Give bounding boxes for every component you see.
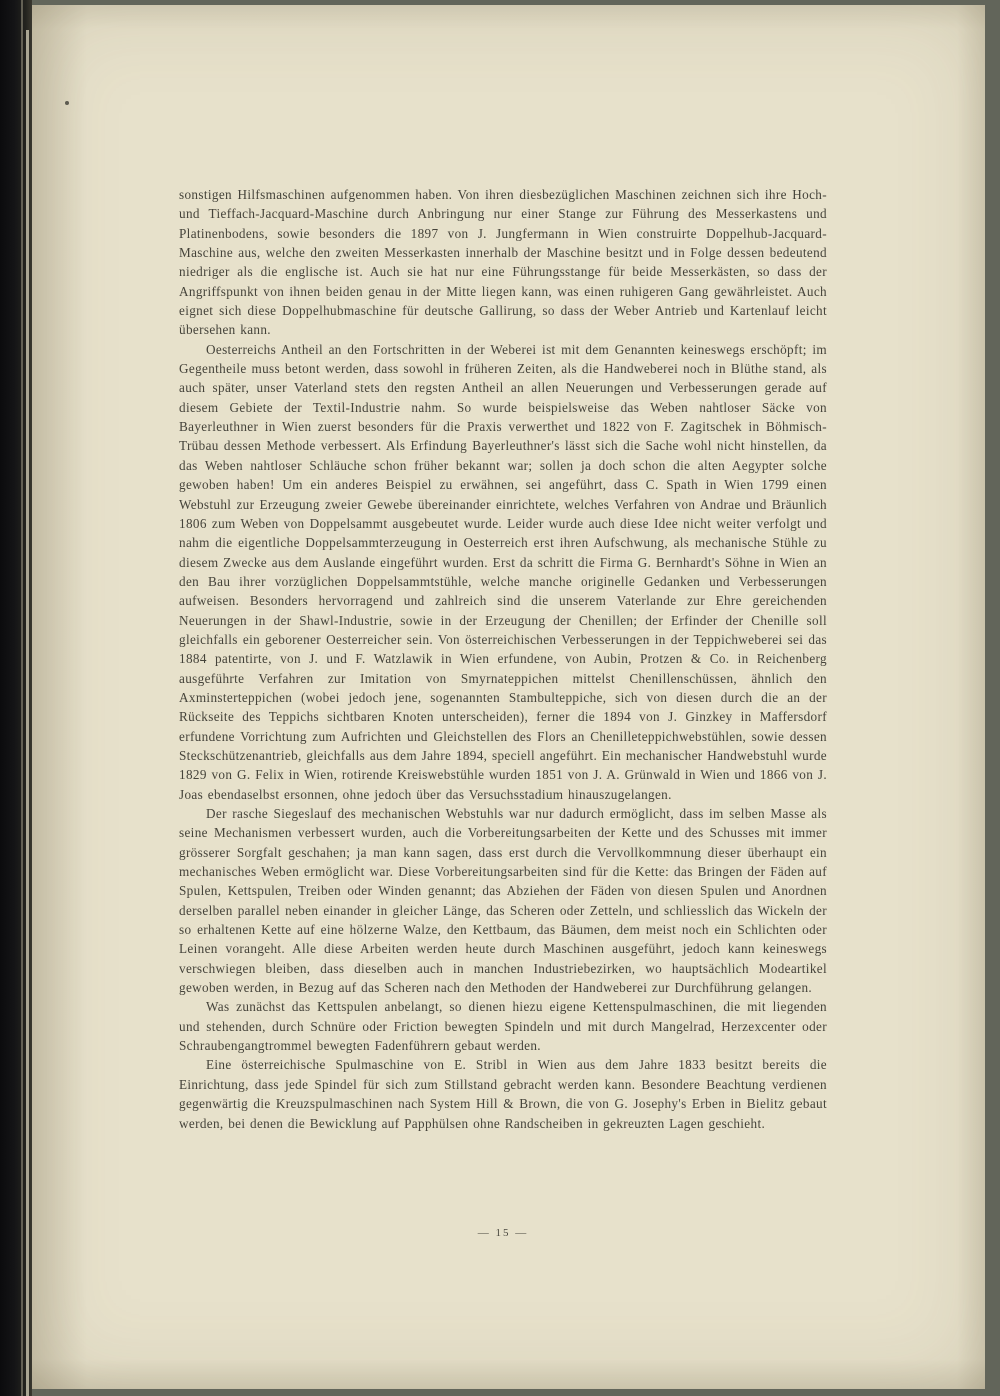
paragraph: Der rasche Siegeslauf des mechanischen Webstuhls war nur dadurch ermöglicht, dass im selben Masse als seine Mechanismen verbessert wurden, auch die Vorbereitungsarbeiten der Kette und des Schusses mit immer grösserer Sorgfalt geschahen; ja man kann sagen, dass erst durch die Vervollkommnung dieser überhaupt ein mechanisches Weben ermöglicht war. Diese Vorbereitungsarbeiten sind für die Kette: das Bringen der Fäden auf Spulen, Kettspulen, Treiben oder Winden genannt; das Abziehen der Fäden von diesen Spulen und Anordnen derselben parallel neben einander in gleicher Länge, das Scheren oder Zetteln, und schliesslich das Wickeln der so erhaltenen Kette auf eine hölzerne Walze, den Kettbaum, das Bäumen, dem meist noch ein Schlichten oder Leinen vorangeht. Alle diese Arbeiten werden heute durch Maschinen ausgeführt, jedoch kann keineswegs verschwiegen bleiben, dass dieselben auch in manchen Industriebezirken, wo hauptsächlich Modeartikel gewoben werden, in Bezug auf das Scheren nach den Methoden der Handweberei zur Durchführung gelangen. — [179, 806, 827, 996]
paragraph: Eine österreichische Spulmaschine von E. Stribl in Wien aus dem Jahre 1833 besitzt bereits die Einrichtung, dass jede Spindel für sich zum Stillstand gebracht werden kann. Besondere Beachtung verdienen gegenwärtig die Kreuzspulmaschinen nach System Hill & Brown, die von G. Josephy's Erben in Bielitz gebaut werden, bei denen die Bewicklung auf Papphülsen ohne Randscheiben in gekreuzten Lagen geschieht. — [179, 1057, 827, 1131]
ink-speck — [65, 101, 69, 105]
stacked-page-edge — [21, 0, 23, 1396]
book-page — [32, 5, 985, 1389]
paragraph: Oesterreichs Antheil an den Fortschritten in der Weberei ist mit dem Genannten keineswegs erschöpft; im Gegentheile muss betont werden, dass sowohl in früheren Zeiten, als die Handweberei noch in Blüthe stand, als auch später, unser Vaterland stets den regsten Antheil an allen Neuerungen und Verbesserungen gerade auf diesem Gebiete der Textil-Industrie nahm. So wurde beispielsweise das Weben nahtloser Säcke von Bayerleuthner in Wien zuerst besonders für die Praxis verwerthet und 1822 von F. Zagitschek in Böhmisch-Trübau dessen Methode verbessert. Als Erfindung Bayerleuthner's lässt sich die Sache wohl nicht hinstellen, da das Weben nahtloser Schläuche schon früher bekannt war; sollen ja doch schon die alten Aegypter solche gewoben haben! Um ein anderes Beispiel zu erwähnen, sei angeführt, dass C. Spath in Wien 1799 einen Webstuhl zur Erzeugung zweier Gewebe übereinander einrichtete, welches Verfahren von Andrae und Bräunlich 1806 zum Weben von Doppelsammt ausgebeutet wurde. Leider wurde auch diese Idee nicht weiter verfolgt und nahm die eigentliche Doppelsammterzeugung in Oesterreich erst ihren Aufschwung, als mechanische Stühle zu diesem Zwecke aus dem Auslande eingeführt wurden. Erst da schritt die Firma G. Bernhardt's Söhne in Wien an den Bau ihrer vorzüglichen Doppelsammtstühle, welche manche originelle Gedanken und Verbesserungen aufweisen. Besonders hervorragend und zahlreich sind die unserem Vaterlande zur Ehre gereichenden Neuerungen in der Shawl-Industrie, sowie in der Erzeugung der Chenillen; der Erfinder der Chenille soll gleichfalls ein geborener Oesterreicher sein. Von österreichischen Verbesserungen in der Teppichweberei sei das 1884 patentirte, von J. und F. Watzlawik in Wien erfundene, von Aubin, Protzen & Co. in Reichenberg ausgeführte Verfahren zur Imitation von Smyrnateppichen mittelst Chenillenschüssen, ähnlich den Axminsterteppichen (wobei jedoch jene, sogenannten Stambulteppiche, sich von diesen durch die an der Rückseite des Teppichs sichtbaren Knoten unterscheiden), ferner die 1894 von J. Ginzkey in Maffersdorf erfundene Vorrichtung zum Aufrichten und Gleichstellen des Flors an Chenilleteppichwebstühlen, sowie dessen Steckschützenantrieb, gleichfalls aus dem Jahre 1894, speciell angeführt. Ein mechanischer Handwebstuhl wurde 1829 von G. Felix in Wien, rotirende Kreiswebstühle wurden 1851 von J. A. Grünwald in Wien und 1866 von J. Joas ebendaselbst ersonnen, ohne jedoch über das Versuchsstadium hinauszugelangen. — [179, 341, 827, 802]
paragraph-continued: sonstigen Hilfsmaschinen aufgenommen haben. Von ihren diesbezüglichen Maschinen zeichnen sich ihre Hoch- und Tieffach-Jacquard-Maschine durch Anbringung nur einer Stange zur Führung des Messerkastens und Platinenbodens, sowie besonders die 1897 von J. Jungfermann in Wien construirte Doppelhub-Jacquard-Maschine aus, welche den zweiten Messerkasten innerhalb der Maschine besitzt und in Folge dessen bedeutend niedriger als die englische ist. Auch sie hat nur eine Führungsstange für beide Messerkästen, so dass der Angriffspunkt von ihnen beiden genau in der Mitte liegen kann, was einen ruhigeren Gang gewährleistet. Auch eignet sich diese Doppelhubmaschine für deutsche Gallirung, so dass der Weber Antrieb und Kartenlauf leicht übersehen kann. — [179, 187, 827, 338]
page-number: — 15 — — [477, 1227, 529, 1239]
paragraph: Was zunächst das Kettspulen anbelangt, so dienen hiezu eigene Kettenspulmaschinen, die mit liegenden und stehenden, durch Schnüre oder Friction bewegten Spindeln und mit durch Mangelrad, Herzexcenter oder Schraubengangtrommel bewegten Fadenführern gebaut werden. — [179, 999, 827, 1054]
stacked-page-edge — [26, 30, 29, 1396]
page-text-block — [179, 185, 827, 1133]
book-gutter-shadow — [0, 0, 32, 1396]
